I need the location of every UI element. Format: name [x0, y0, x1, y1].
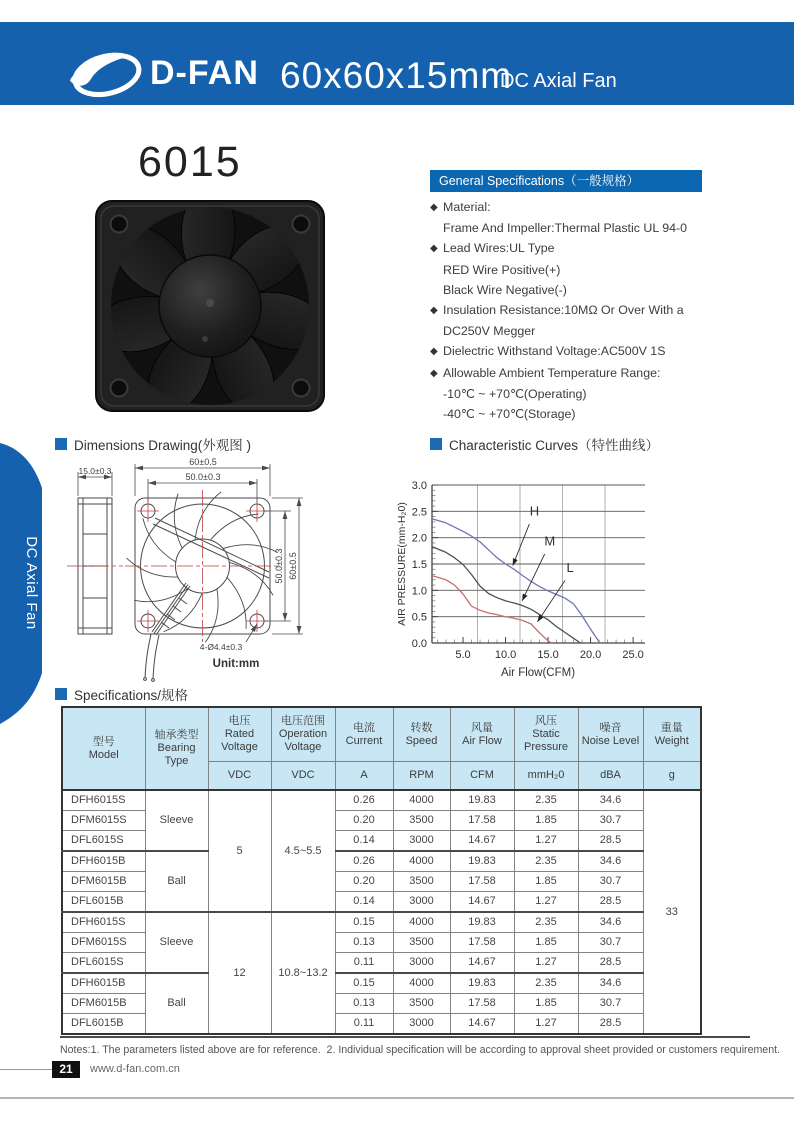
x-tick-label: 20.0	[579, 649, 602, 661]
cell-speed: 3500	[393, 872, 450, 892]
cell-static-pressure: 2.35	[514, 851, 578, 872]
chart-y-axis-label: AIR PRESSURE(mm-H₂0)	[396, 502, 408, 626]
spec-line-text: Black Wire Negative(-)	[443, 282, 567, 297]
div: 电流	[353, 721, 375, 734]
general-specs-list	[430, 197, 750, 424]
indent-spacer	[430, 321, 443, 341]
spec-line-text: Frame And Impeller:Thermal Plastic UL 94-0	[443, 221, 688, 236]
cell-model: DFL6015S	[62, 831, 145, 852]
curve-L	[432, 576, 552, 643]
circle	[293, 380, 310, 397]
cell-air-flow: 19.83	[450, 851, 514, 872]
footer-notes: Notes:1. The parameters listed above are for reference. 2. Individual specification will be according to approval sheet provided or customers requirement.	[60, 1044, 780, 1056]
header-bar	[0, 22, 794, 105]
cell-speed: 4000	[393, 912, 450, 933]
cell-operation-voltage: 4.5~5.5	[271, 790, 335, 912]
path	[70, 57, 126, 86]
cell-current: 0.14	[335, 892, 393, 913]
dim-unit: Unit:mm	[212, 658, 260, 670]
use	[156, 593, 209, 632]
div: Air Flow	[462, 734, 502, 747]
product-photo	[92, 193, 332, 428]
cell-noise-level: 28.5	[578, 892, 643, 913]
cell-noise-level: 34.6	[578, 790, 643, 811]
annotation-arrow-H	[513, 524, 530, 566]
x-tick-label: 10.0	[494, 649, 517, 661]
cell-speed: 3000	[393, 892, 450, 913]
dim-hole-pitch-h: 50.0±0.3	[185, 472, 221, 482]
div: 轴承类型	[154, 729, 199, 741]
spec-line	[430, 384, 750, 404]
diamond-bullet-icon: ◆	[430, 243, 438, 255]
cell-air-flow: 19.83	[450, 912, 514, 933]
cell-bearing-type: Ball	[145, 973, 208, 1034]
cell-model: DFL6015S	[62, 953, 145, 974]
cell-static-pressure: 1.85	[514, 994, 578, 1014]
cell-current: 0.26	[335, 851, 393, 872]
spec-line-text: DC250V Megger	[443, 324, 536, 339]
diamond-bullet-icon: ◆	[430, 202, 438, 213]
spec-table	[61, 706, 702, 1035]
x-tick-label: 5.0	[455, 649, 471, 661]
unit-pressure: mmH₂0	[514, 762, 578, 791]
brand-logo	[68, 47, 259, 99]
cell-model: DFM6015B	[62, 994, 145, 1014]
cell-speed: 3500	[393, 811, 450, 831]
div: Model	[88, 748, 119, 761]
cell-noise-level: 28.5	[578, 1014, 643, 1035]
curve-label-L: L	[566, 559, 574, 575]
cell-speed: 3500	[393, 994, 450, 1014]
fan-logo-icon	[68, 47, 146, 99]
indent-spacer	[430, 218, 443, 238]
cell-static-pressure: 1.27	[514, 1014, 578, 1035]
cell-air-flow: 14.67	[450, 953, 514, 974]
spec-line-text: Insulation Resistance:10MΩ Or Over With a	[443, 303, 684, 318]
div: 风量	[471, 721, 493, 734]
cell-static-pressure: 1.27	[514, 953, 578, 974]
cell-current: 0.20	[335, 872, 393, 892]
chart-x-axis-label: Air Flow(CFM)	[500, 667, 576, 679]
cell-current: 0.15	[335, 973, 393, 994]
diamond-bullet-icon: ◆	[430, 305, 438, 317]
cell-bearing-type: Sleeve	[145, 912, 208, 973]
cell-model: DFH6015S	[62, 790, 145, 811]
col-air-flow	[450, 707, 514, 762]
line	[153, 524, 269, 578]
cell-speed: 3000	[393, 953, 450, 974]
div: Rated	[224, 728, 255, 740]
cell-model: DFH6015S	[62, 912, 145, 933]
cell-speed: 3000	[393, 1014, 450, 1035]
line	[154, 585, 188, 634]
div: 型号	[92, 735, 115, 748]
circle	[111, 380, 128, 397]
cell-model: DFM6015S	[62, 811, 145, 831]
g	[78, 457, 298, 670]
brand-name: D-FAN	[150, 53, 259, 92]
dim-thickness: 15.0±0.3	[78, 466, 112, 476]
col-speed	[393, 707, 450, 762]
cell-static-pressure: 1.85	[514, 933, 578, 953]
cell-weight: 33	[643, 790, 701, 1034]
col-static-pressure	[514, 707, 578, 762]
diamond-bullet-icon: ◆	[430, 346, 438, 358]
section-bullet-icon	[55, 438, 67, 450]
div: 风压	[535, 715, 557, 727]
spec-line	[430, 260, 750, 280]
table-row	[62, 851, 701, 872]
page-title-size: 60x60x15mm	[280, 55, 513, 96]
lead-wires	[144, 583, 190, 681]
unit-noise: dBA	[578, 762, 643, 791]
cell-air-flow: 19.83	[450, 790, 514, 811]
y-tick-label: 3.0	[411, 480, 427, 492]
cell-noise-level: 30.7	[578, 811, 643, 831]
cell-air-flow: 14.67	[450, 892, 514, 913]
cell-noise-level: 34.6	[578, 851, 643, 872]
model-number-title: 6015	[138, 138, 242, 186]
y-tick-label: 1.0	[411, 585, 427, 598]
dim-hole-dia: 4-Ø4.4±0.3	[199, 642, 243, 652]
cell-static-pressure: 1.85	[514, 811, 578, 831]
general-specs-header: General Specifications（一般规格）	[430, 170, 702, 192]
col-model	[62, 707, 145, 790]
tr	[62, 707, 701, 762]
cell-current: 0.11	[335, 1014, 393, 1035]
circle	[293, 216, 310, 233]
unit-operation: VDC	[271, 762, 335, 791]
spec-line	[430, 238, 750, 259]
div: Noise Level	[581, 734, 640, 747]
fan-photo-icon	[92, 193, 332, 423]
spec-table-wrap	[61, 706, 702, 1035]
indent-spacer	[430, 384, 443, 404]
spec-line	[430, 321, 750, 341]
col-noise-level	[578, 707, 643, 762]
div: Type	[164, 755, 189, 767]
cell-rated-voltage: 12	[208, 912, 271, 1034]
page-title-product: DC Axial Fan	[500, 70, 617, 92]
use	[127, 541, 178, 594]
spec-line-text: Material:	[443, 200, 491, 214]
cell-static-pressure: 2.35	[514, 912, 578, 933]
spec-table-title	[55, 684, 188, 704]
div: Current	[345, 734, 383, 747]
spec-line-text: Allowable Ambient Temperature Range:	[443, 365, 661, 380]
col-rated-voltage	[208, 707, 271, 762]
website-link[interactable]: www.d-fan.com.cn	[90, 1063, 180, 1075]
cell-noise-level: 30.7	[578, 933, 643, 953]
spec-line	[430, 197, 750, 218]
div: Weight	[654, 734, 689, 747]
curve-label-M: M	[544, 533, 556, 549]
dim-outer-width: 60±0.5	[189, 457, 217, 467]
tbody	[62, 790, 701, 1034]
side-tab-label: DC Axial Fan	[23, 536, 40, 630]
cell-speed: 3000	[393, 831, 450, 852]
spec-line	[430, 341, 750, 362]
bottom-rule	[0, 1097, 794, 1099]
cell-air-flow: 17.58	[450, 994, 514, 1014]
y-tick-label: 2.0	[411, 532, 427, 545]
unit-rated: VDC	[208, 762, 271, 791]
cell-current: 0.13	[335, 933, 393, 953]
cell-current: 0.26	[335, 790, 393, 811]
cell-static-pressure: 1.27	[514, 831, 578, 852]
cell-current: 0.11	[335, 953, 393, 974]
x-tick-label: 25.0	[622, 649, 644, 661]
cell-rated-voltage: 5	[208, 790, 271, 912]
cell-static-pressure: 1.27	[514, 892, 578, 913]
cell-current: 0.15	[335, 912, 393, 933]
curve-label-H: H	[529, 503, 540, 519]
div: 转数	[410, 721, 433, 734]
section-bullet-icon	[430, 438, 442, 450]
table-row	[62, 790, 701, 811]
cell-model: DFL6015B	[62, 1014, 145, 1035]
unit-current: A	[335, 762, 393, 791]
cell-speed: 4000	[393, 851, 450, 872]
y-tick-label: 2.5	[411, 506, 427, 519]
table-row	[62, 912, 701, 933]
cell-speed: 4000	[393, 973, 450, 994]
div: 电压范围	[281, 715, 325, 727]
div: 重量	[660, 721, 683, 734]
spec-line-text: RED Wire Positive(+)	[443, 262, 561, 277]
cell-static-pressure: 1.85	[514, 872, 578, 892]
characteristic-curves-chart	[393, 467, 695, 696]
cell-model: DFM6015B	[62, 872, 145, 892]
cell-noise-level: 34.6	[578, 973, 643, 994]
cell-noise-level: 30.7	[578, 872, 643, 892]
section-bullet-icon	[55, 688, 67, 700]
table-row	[62, 973, 701, 994]
use	[181, 492, 235, 540]
cell-noise-level: 34.6	[578, 912, 643, 933]
cell-model: DFH6015B	[62, 973, 145, 994]
div: Speed	[405, 734, 438, 747]
curve-chart-svg	[393, 467, 695, 691]
drawing-blades	[127, 492, 278, 642]
cell-air-flow: 17.58	[450, 933, 514, 953]
cell-air-flow: 19.83	[450, 973, 514, 994]
unit-speed: RPM	[393, 762, 450, 791]
div: Voltage	[284, 741, 322, 753]
curves-section-title	[430, 434, 659, 454]
div: Bearing	[157, 742, 196, 754]
cell-air-flow: 17.58	[450, 811, 514, 831]
spec-line-text: Dielectric Withstand Voltage:AC500V 1S	[443, 344, 666, 359]
line	[246, 624, 257, 642]
dimensions-section-title	[55, 434, 251, 454]
cell-static-pressure: 2.35	[514, 973, 578, 994]
cell-bearing-type: Sleeve	[145, 790, 208, 851]
page-badge-line	[0, 1069, 52, 1070]
side-tab	[0, 441, 46, 732]
cell-noise-level: 30.7	[578, 994, 643, 1014]
circle	[111, 216, 128, 233]
path	[145, 634, 151, 678]
page-number-badge: 21	[52, 1061, 80, 1078]
cell-air-flow: 14.67	[450, 1014, 514, 1035]
footer-rule	[60, 1036, 750, 1038]
circle	[206, 299, 214, 307]
dimensions-drawing	[53, 452, 318, 712]
div: Static	[532, 728, 560, 740]
circle	[202, 336, 208, 342]
dim-hole-pitch-v: 50.0±0.3	[274, 548, 284, 584]
cell-bearing-type: Ball	[145, 851, 208, 912]
spec-line-text: -40℃ ~ +70℃(Storage)	[443, 407, 576, 422]
cell-noise-level: 28.5	[578, 831, 643, 852]
cell-speed: 3500	[393, 933, 450, 953]
side-tab-shape	[0, 441, 46, 727]
div: 噪音	[599, 721, 622, 734]
unit-airflow: CFM	[450, 762, 514, 791]
spec-line	[430, 404, 750, 424]
col-weight	[643, 707, 701, 762]
curves-title-label: Characteristic Curves（特性曲线）	[449, 438, 660, 453]
cell-current: 0.14	[335, 831, 393, 852]
cell-air-flow: 17.58	[450, 872, 514, 892]
dimensions-title-label: Dimensions Drawing(外观图 )	[74, 438, 252, 453]
cell-static-pressure: 2.35	[514, 790, 578, 811]
path	[153, 635, 159, 679]
indent-spacer	[430, 404, 443, 424]
dimensions-drawing-svg	[53, 452, 318, 707]
annotation-arrow-L	[537, 580, 565, 622]
cell-current: 0.20	[335, 811, 393, 831]
cell-current: 0.13	[335, 994, 393, 1014]
diamond-bullet-icon: ◆	[430, 367, 438, 379]
g	[412, 480, 645, 661]
indent-spacer	[430, 260, 443, 280]
spec-line-text: Lead Wires:UL Type	[443, 241, 555, 256]
col-current	[335, 707, 393, 762]
spec-line	[430, 300, 750, 321]
spec-line-text: -10℃ ~ +70℃(Operating)	[443, 386, 587, 401]
spec-line	[430, 218, 750, 238]
circle	[144, 678, 147, 681]
cell-noise-level: 28.5	[578, 953, 643, 974]
cell-speed: 4000	[393, 790, 450, 811]
use	[229, 552, 273, 606]
y-tick-label: 0.5	[411, 611, 427, 624]
cell-operation-voltage: 10.8~13.2	[271, 912, 335, 1034]
cell-model: DFM6015S	[62, 933, 145, 953]
dim-outer-height: 60±0.5	[288, 552, 298, 580]
div: Pressure	[523, 741, 569, 753]
spec-line	[430, 280, 750, 300]
cell-air-flow: 14.67	[450, 831, 514, 852]
div: Operation	[278, 728, 328, 740]
spec-line	[430, 363, 750, 384]
y-tick-label: 1.5	[411, 559, 427, 571]
spec-table-title-label: Specifications/规格	[74, 688, 189, 703]
circle	[152, 679, 155, 682]
cell-model: DFL6015B	[62, 892, 145, 913]
thead	[62, 707, 701, 790]
cell-model: DFH6015B	[62, 851, 145, 872]
col-bearing	[145, 707, 208, 790]
unit-weight: g	[643, 762, 701, 791]
div: Voltage	[221, 741, 258, 753]
div: 电压	[228, 715, 251, 727]
col-operation-voltage	[271, 707, 335, 762]
indent-spacer	[430, 280, 443, 300]
y-tick-label: 0.0	[411, 638, 427, 650]
x-tick-label: 15.0	[537, 649, 559, 661]
